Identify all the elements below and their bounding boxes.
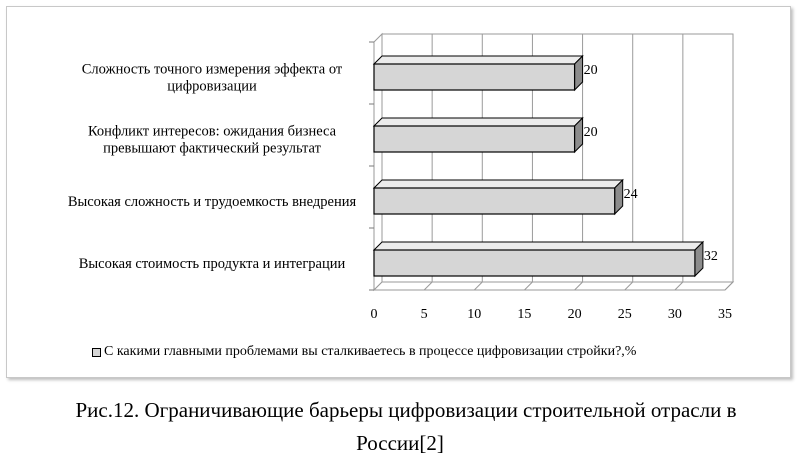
x-tick-label: 30	[667, 307, 682, 322]
y-tick-label: превышают фактический результат	[103, 140, 321, 157]
legend-label: С какими главными проблемами вы сталкиваетесь в процессе цифровизации стройки?,%	[104, 344, 637, 359]
bar	[374, 188, 615, 214]
y-tick-label: Высокая стоимость продукта и интеграции	[78, 256, 346, 272]
y-tick-label: Конфликт интересов: ожидания бизнеса	[87, 123, 337, 140]
figure-caption-line1: Рис.12. Ограничивающие барьеры цифровизации строительной отрасли в	[75, 398, 737, 422]
figure-caption-line2: России[2]	[356, 431, 444, 455]
y-tick-label: Высокая сложность и трудоемкость внедрения	[67, 194, 357, 210]
bar-top-face	[374, 56, 583, 64]
data-label: 32	[703, 249, 718, 264]
data-label: 24	[623, 187, 638, 202]
data-label: 20	[583, 63, 598, 78]
bar	[374, 64, 575, 90]
x-tick-label: 15	[517, 307, 532, 322]
data-label: 20	[583, 125, 598, 140]
y-tick-label: цифровизации	[167, 78, 257, 95]
bar-top-face	[374, 118, 583, 126]
x-tick-label: 10	[467, 307, 482, 322]
chart-legend	[92, 344, 636, 360]
x-tick-label: 35	[718, 307, 732, 322]
x-tick-label: 5	[420, 307, 428, 322]
y-tick-label: Сложность точного измерения эффекта от	[81, 61, 343, 78]
legend-swatch	[92, 348, 101, 357]
x-tick-label: 25	[617, 307, 632, 322]
bar-top-face	[374, 180, 623, 188]
bar-top-face	[374, 242, 703, 250]
bar	[374, 126, 575, 152]
x-tick-label: 0	[370, 307, 378, 322]
x-tick-label: 20	[567, 307, 582, 322]
bar	[374, 250, 695, 276]
